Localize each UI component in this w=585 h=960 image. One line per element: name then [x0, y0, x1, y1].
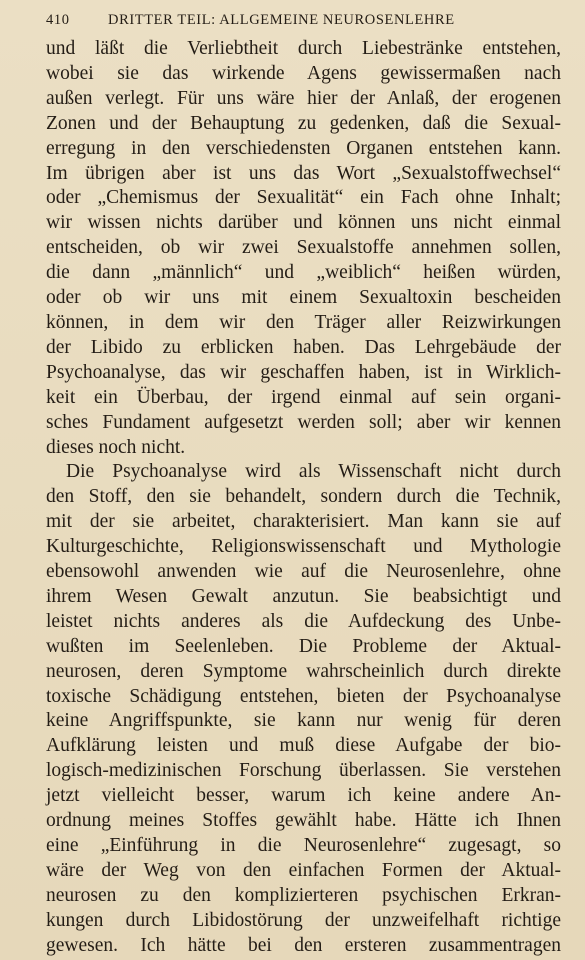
text-line: wußten im Seelenleben. Die Probleme der Aktual- — [46, 635, 561, 657]
text-line: erregung in den verschiedensten Organen entstehen kann. — [46, 137, 561, 159]
text-line: leistet nichts anderes als die Aufdeckung des Unbe- — [46, 610, 561, 632]
text-line: Im übrigen aber ist uns das Wort „Sexualstoffwechsel“ — [46, 162, 561, 184]
page-header — [46, 12, 561, 29]
text-line: ordnung meines Stoffes gewählt habe. Hätte ich Ihnen — [46, 810, 561, 832]
text-line: gewesen. Ich hätte bei den ersteren zusammentragen — [46, 934, 561, 956]
text-line: ihrem Wesen Gewalt anzutun. Sie beabsichtigt und — [46, 585, 561, 607]
text-line: logisch-medizinischen Forschung überlassen. Sie verstehen — [46, 760, 561, 782]
text-line: die dann „männlich“ und „weiblich“ heißen würden, — [46, 262, 561, 284]
text-line: können, in dem wir den Träger aller Reizwirkungen — [46, 311, 561, 333]
page-number: 410 — [46, 12, 70, 28]
text-line: den Stoff, den sie behandelt, sondern durch die Technik, — [46, 486, 561, 508]
text-line: und läßt die Verliebtheit durch Liebestränke entstehen, — [46, 38, 561, 59]
text-line: Kulturgeschichte, Religionswissenschaft und Mythologie — [46, 536, 561, 558]
text-line: wobei sie das wirkende Agens gewissermaßen nach — [46, 62, 561, 84]
running-head: DRITTER TEIL: ALLGEMEINE NEUROSENLEHRE — [108, 12, 455, 28]
text-line: keine Angriffspunkte, sie kann nur wenig für deren — [46, 710, 561, 732]
text-line: der Libido zu erblicken haben. Das Lehrgebäude der — [46, 336, 561, 358]
text-line: mit der sie arbeitet, charakterisiert. Man kann sie auf — [46, 511, 561, 533]
text-line: Aufklärung leisten und muß diese Aufgabe der bio- — [46, 735, 561, 757]
text-line: außen verlegt. Für uns wäre hier der Anlaß, der erogenen — [46, 87, 561, 109]
text-line: neurosen zu den komplizierteren psychischen Erkran- — [46, 884, 561, 906]
text-line: entscheiden, ob wir zwei Sexualstoffe annehmen sollen, — [46, 237, 561, 259]
text-line: oder ob wir uns mit einem Sexualtoxin bescheiden — [46, 287, 561, 309]
body-text — [46, 37, 561, 959]
paragraph-end-line: dieses noch nicht. — [46, 436, 186, 458]
text-line: wir wissen nichts darüber und können uns nicht einmal — [46, 212, 561, 234]
text-line: eine „Einführung in die Neurosenlehre“ zugesagt, so — [46, 835, 561, 856]
text-line: kungen durch Libidostörung der unzweifelhaft richtige — [46, 909, 561, 931]
text-line: keit ein Überbau, der irgend einmal auf sein organi- — [46, 386, 561, 408]
text-line: sches Fundament aufgesetzt werden soll; aber wir kennen — [46, 411, 561, 433]
text-line: oder „Chemismus der Sexualität“ ein Fach ohne Inhalt; — [46, 187, 561, 209]
text-line: neurosen, deren Symptome wahrscheinlich durch direkte — [46, 660, 561, 682]
text-line: Psychoanalyse, das wir geschaffen haben, ist in Wirklich- — [46, 361, 561, 383]
text-line: toxische Schädigung entstehen, bieten der Psychoanalyse — [46, 685, 561, 707]
text-line: wäre der Weg von den einfachen Formen der Aktual- — [46, 859, 561, 881]
paragraph-start-line: Die Psychoanalyse wird als Wissenschaft nicht durch — [66, 461, 561, 483]
text-line: Zonen und der Behauptung zu gedenken, daß die Sexual- — [46, 112, 561, 134]
text-line: jetzt vielleicht besser, warum ich keine andere An- — [46, 785, 561, 807]
text-line: ebensowohl anwenden wie auf die Neurosenlehre, ohne — [46, 561, 561, 583]
